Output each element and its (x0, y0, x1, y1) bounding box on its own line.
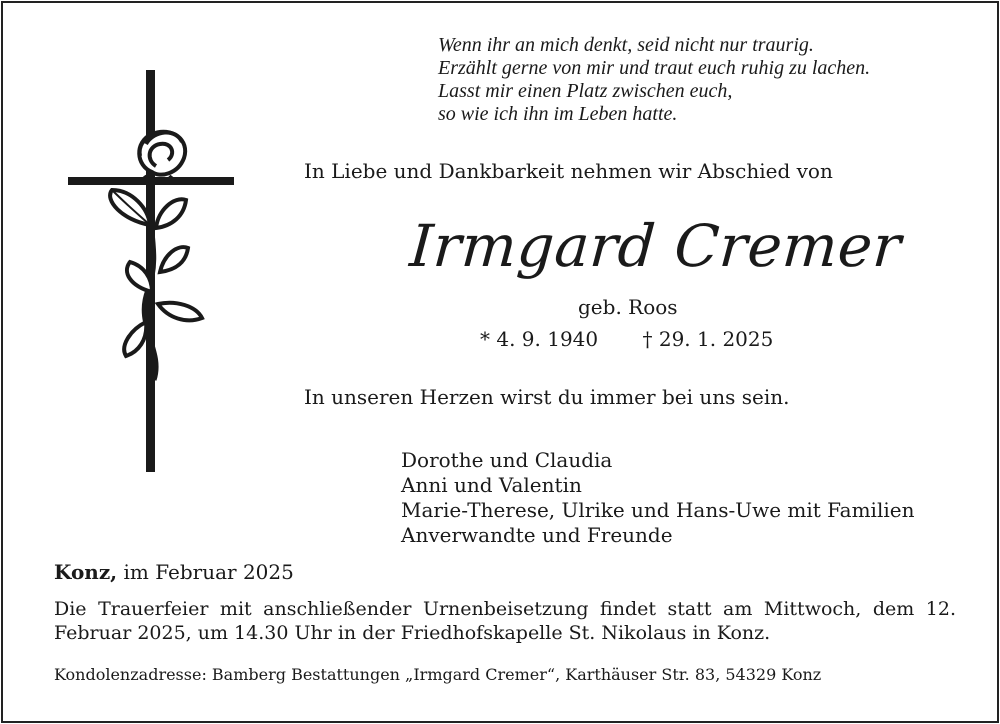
birth-name: geb. Roos (578, 295, 678, 319)
intro-text: In Liebe und Dankbarkeit nehmen wir Abschied von (304, 159, 833, 183)
cross-with-rose-icon (60, 60, 250, 480)
date-text: im Februar 2025 (123, 560, 294, 584)
poem-line: Erzählt gerne von mir und traut euch ruhig zu lachen. (438, 57, 871, 79)
poem-line: Wenn ihr an mich denkt, seid nicht nur traurig. (438, 34, 814, 56)
poem (438, 34, 870, 126)
mourner-line: Dorothe und Claudia (401, 448, 613, 472)
poem-line: Lasst mir einen Platz zwischen euch, (438, 80, 733, 102)
farewell-text: In unseren Herzen wirst du immer bei uns sein. (304, 385, 790, 409)
place-date (54, 560, 294, 584)
mourner-line: Marie-Therese, Ulrike und Hans-Uwe mit Familien (401, 498, 915, 522)
death-date: † 29. 1. 2025 (642, 327, 774, 351)
mourner-line: Anni und Valentin (401, 473, 582, 497)
mourners-list (401, 448, 914, 548)
life-dates (480, 327, 773, 351)
place: Konz, (54, 560, 118, 584)
mourner-line: Anverwandte und Freunde (401, 523, 673, 547)
condolence-address: Kondolenzadresse: Bamberg Bestattungen „Irmgard Cremer“, Karthäuser Str. 83, 54329 Konz (54, 665, 822, 684)
birth-date: * 4. 9. 1940 (480, 327, 599, 351)
service-info: Die Trauerfeier mit anschließender Urnenbeisetzung findet statt am Mittwoch, dem 12. Februar 2025, um 14.30 Uhr in der Friedhofskapelle St. Nikolaus in Konz. (54, 598, 956, 644)
deceased-name: Irmgard Cremer (407, 212, 904, 280)
poem-line: so wie ich ihn im Leben hatte. (438, 103, 678, 125)
